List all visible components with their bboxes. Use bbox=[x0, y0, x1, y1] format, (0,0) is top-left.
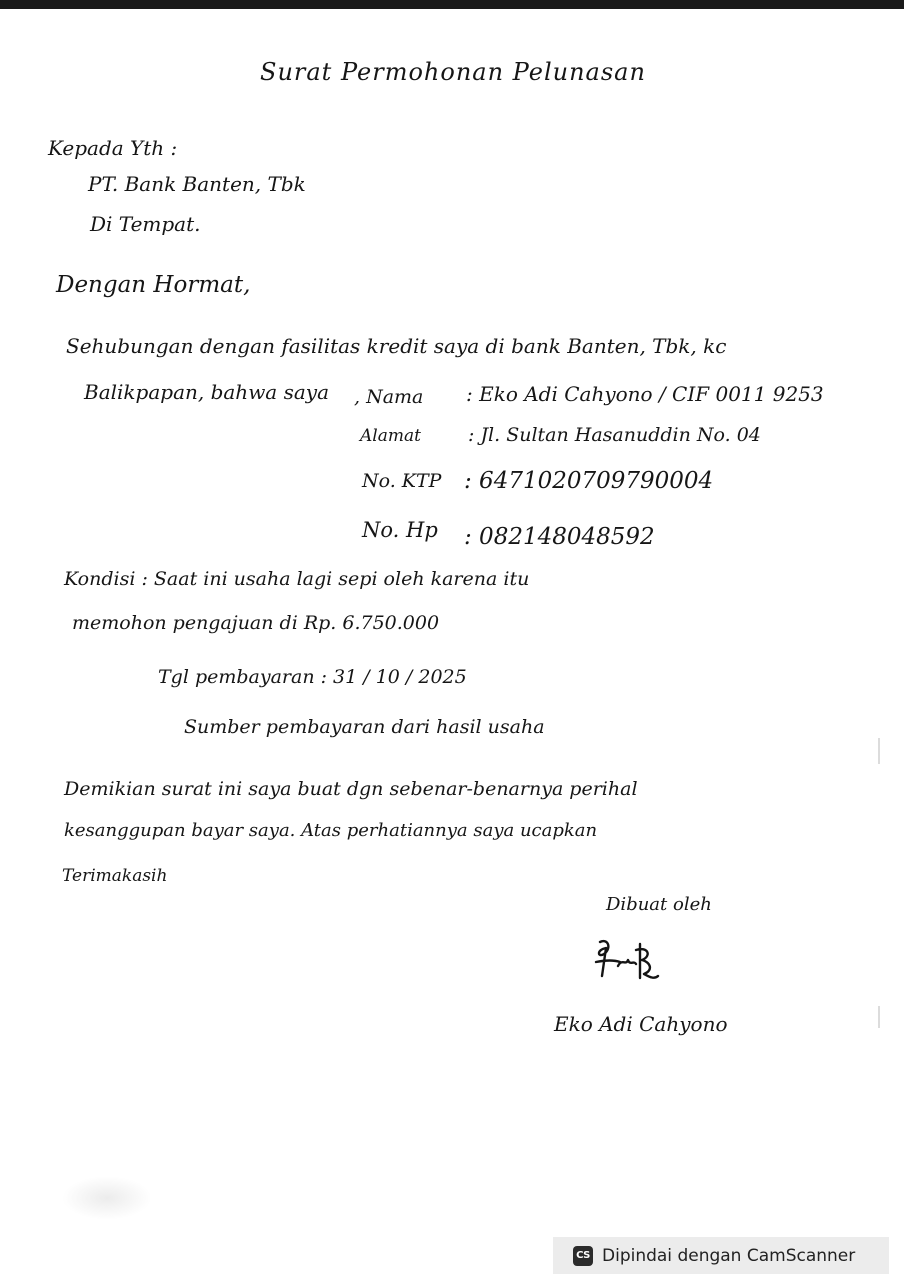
letter-title: Surat Permohonan Pelunasan bbox=[260, 58, 646, 86]
top-edge-bar bbox=[0, 0, 904, 9]
camscanner-logo-icon: CS bbox=[573, 1246, 593, 1266]
field-value-nama: : Eko Adi Cahyono / CIF 0011 9253 bbox=[466, 382, 824, 406]
signature-mark bbox=[588, 936, 668, 988]
edge-mark-right-2 bbox=[878, 1006, 880, 1028]
camscanner-watermark bbox=[553, 1237, 889, 1274]
recipient-company: PT. Bank Banten, Tbk bbox=[88, 172, 306, 196]
payment-date: Tgl pembayaran : 31 / 10 / 2025 bbox=[158, 666, 467, 688]
field-value-hp: : 082148048592 bbox=[464, 524, 655, 550]
condition-line-2: memohon pengajuan di Rp. 6.750.000 bbox=[72, 612, 440, 634]
recipient-location: Di Tempat. bbox=[90, 212, 201, 236]
watermark-text: Dipindai dengan CamScanner bbox=[602, 1245, 856, 1266]
payment-source: Sumber pembayaran dari hasil usaha bbox=[184, 716, 545, 738]
condition-line-1: Kondisi : Saat ini usaha lagi sepi oleh karena itu bbox=[64, 568, 530, 590]
field-label-hp: No. Hp bbox=[362, 518, 438, 542]
closing-line-1: Demikian surat ini saya buat dgn sebenar-benarnya perihal bbox=[64, 778, 638, 800]
field-value-ktp: : 6471020709790004 bbox=[464, 468, 714, 494]
closing-line-2: kesanggupan bayar saya. Atas perhatiannya saya ucapkan bbox=[64, 820, 598, 841]
edge-mark-right-1 bbox=[878, 738, 880, 764]
field-label-alamat: Alamat bbox=[360, 426, 421, 446]
scan-smudge bbox=[62, 1176, 152, 1220]
intro-line-2: Balikpapan, bahwa saya bbox=[84, 380, 329, 404]
field-label-ktp: No. KTP bbox=[362, 470, 442, 492]
signatory-name: Eko Adi Cahyono bbox=[554, 1012, 728, 1036]
recipient-salutation: Kepada Yth : bbox=[48, 136, 178, 160]
intro-line-1: Sehubungan dengan fasilitas kredit saya di bank Banten, Tbk, kc bbox=[66, 334, 727, 358]
closing-line-3: Terimakasih bbox=[62, 866, 168, 886]
greeting: Dengan Hormat, bbox=[56, 272, 251, 298]
field-value-alamat: : Jl. Sultan Hasanuddin No. 04 bbox=[468, 424, 761, 446]
made-by-label: Dibuat oleh bbox=[606, 894, 712, 915]
field-label-nama: , Nama bbox=[354, 386, 424, 408]
